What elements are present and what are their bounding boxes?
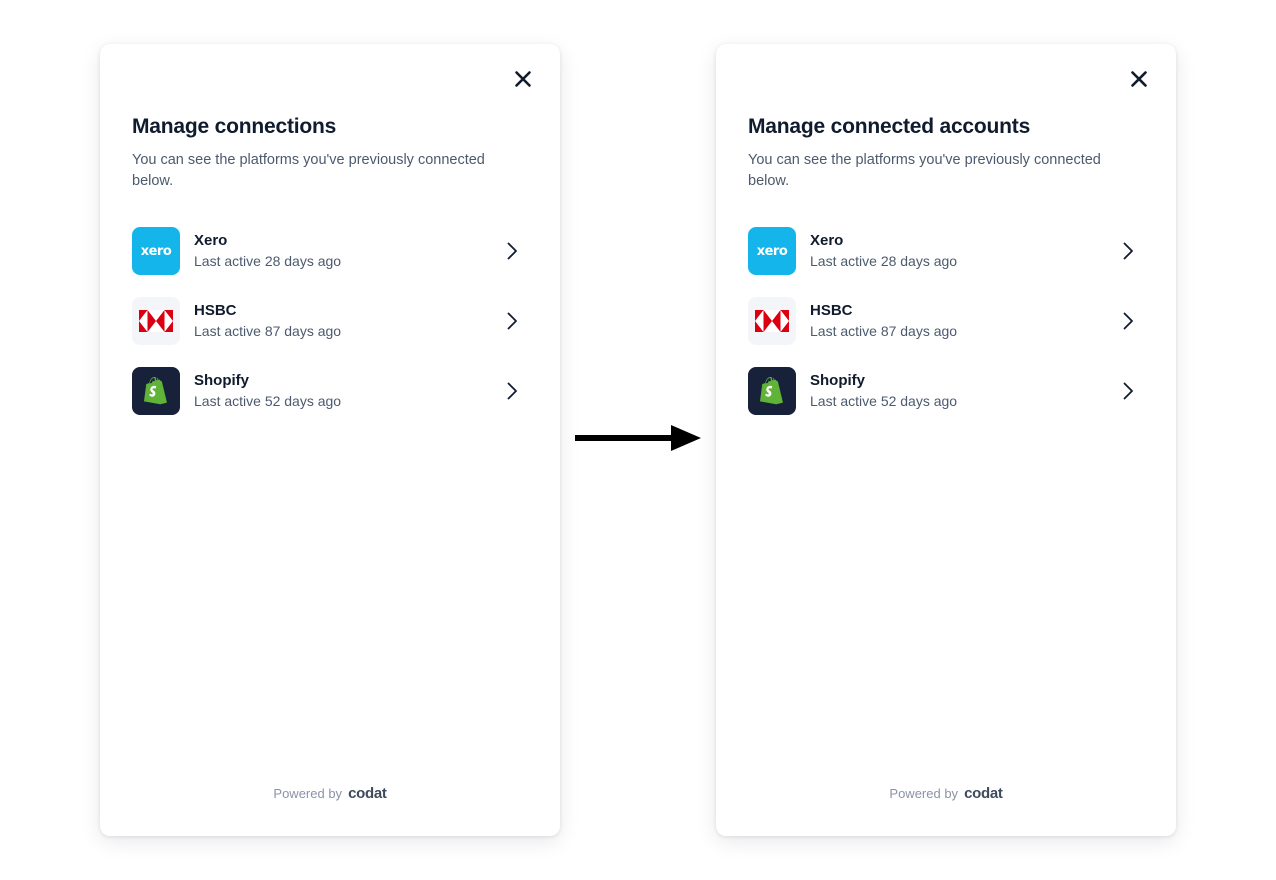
chevron-right-glyph [507, 382, 518, 400]
list-item-text [194, 301, 488, 342]
manage-connections-modal-before [100, 44, 560, 836]
shopify-logo-icon [132, 367, 180, 415]
chevron-right-icon[interactable] [502, 381, 522, 401]
page-subtitle: You can see the platforms you've previously connected below. [132, 152, 485, 190]
arrow-right-icon [575, 420, 701, 456]
xero-logo-label: xero [756, 243, 788, 259]
list-item[interactable] [132, 286, 528, 356]
xero-logo-label: xero [140, 243, 172, 259]
connection-last-active: Last active 52 days ago [194, 393, 342, 410]
codat-logo: codat [964, 785, 1003, 802]
modal-body [100, 44, 560, 426]
connection-name: Xero [194, 231, 228, 249]
list-item[interactable] [748, 216, 1144, 286]
chevron-right-glyph [1123, 382, 1134, 400]
list-item[interactable] [748, 356, 1144, 426]
connection-last-active: Last active 87 days ago [810, 323, 958, 340]
chevron-right-icon[interactable] [1118, 241, 1138, 261]
codat-logo: codat [348, 785, 387, 802]
chevron-right-glyph [1123, 242, 1134, 260]
hsbc-logo-glyph [139, 310, 173, 332]
close-icon-glyph [513, 69, 533, 89]
connections-list [748, 216, 1144, 426]
powered-by-footer [100, 785, 560, 802]
modal-body [716, 44, 1176, 426]
connection-last-active: Last active 28 days ago [194, 253, 342, 270]
chevron-right-glyph [507, 242, 518, 260]
list-item[interactable] [132, 216, 528, 286]
list-item[interactable] [748, 286, 1144, 356]
shopify-logo-glyph [760, 377, 784, 405]
list-item-text [194, 231, 488, 272]
connection-name: HSBC [810, 301, 853, 319]
list-item-text [810, 231, 1104, 272]
connection-name: Shopify [194, 371, 249, 389]
connections-list [132, 216, 528, 426]
hsbc-logo-icon [132, 297, 180, 345]
close-icon-glyph [1129, 69, 1149, 89]
list-item-text [810, 371, 1104, 412]
list-item[interactable] [132, 356, 528, 426]
page-title: Manage connections [132, 115, 337, 138]
list-item-text [810, 301, 1104, 342]
footer-prefix: Powered by [273, 786, 343, 801]
page-title: Manage connected accounts [748, 115, 1031, 138]
close-icon[interactable] [510, 66, 536, 92]
hsbc-logo-icon [748, 297, 796, 345]
connection-last-active: Last active 87 days ago [194, 323, 342, 340]
footer-prefix: Powered by [889, 786, 959, 801]
close-icon[interactable] [1126, 66, 1152, 92]
connection-last-active: Last active 52 days ago [810, 393, 958, 410]
shopify-logo-icon [748, 367, 796, 415]
connection-name: Xero [810, 231, 844, 249]
page-subtitle: You can see the platforms you've previously connected below. [748, 152, 1101, 190]
chevron-right-icon[interactable] [502, 311, 522, 331]
chevron-right-glyph [1123, 312, 1134, 330]
connection-name: HSBC [194, 301, 237, 319]
chevron-right-icon[interactable] [502, 241, 522, 261]
xero-logo-icon [748, 227, 796, 275]
hsbc-logo-glyph [755, 310, 789, 332]
connection-name: Shopify [810, 371, 865, 389]
manage-connections-modal-after [716, 44, 1176, 836]
list-item-text [194, 371, 488, 412]
connection-last-active: Last active 28 days ago [810, 253, 958, 270]
chevron-right-icon[interactable] [1118, 381, 1138, 401]
chevron-right-icon[interactable] [1118, 311, 1138, 331]
xero-logo-icon [132, 227, 180, 275]
arrow-right-glyph [575, 420, 701, 456]
powered-by-footer [716, 785, 1176, 802]
chevron-right-glyph [507, 312, 518, 330]
shopify-logo-glyph [144, 377, 168, 405]
